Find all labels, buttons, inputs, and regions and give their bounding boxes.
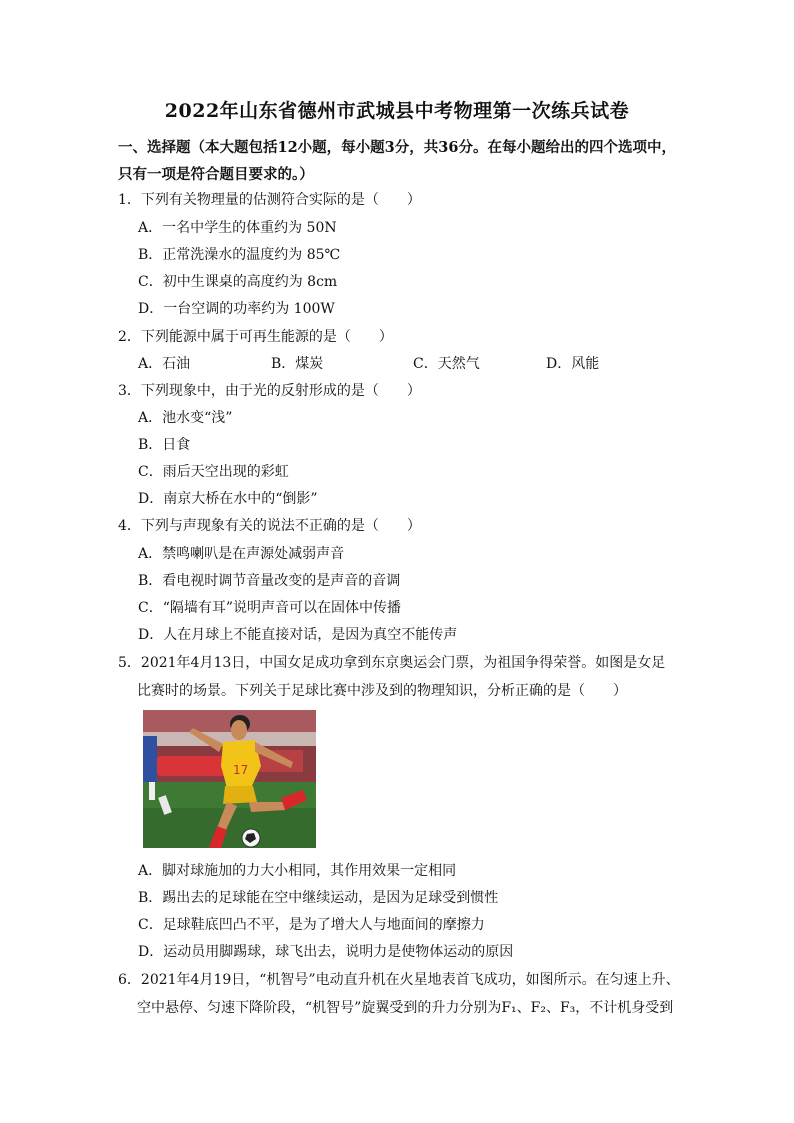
- question-1-stem: 1．下列有关物理量的估测符合实际的是（ ）: [118, 192, 421, 208]
- question-6-stem-continued: 空中悬停、匀速下降阶段，“机智号”旋翼受到的升力分别为F₁、F₂、F₃，不计机身受到: [137, 1000, 674, 1016]
- section-header: [118, 134, 708, 188]
- question-4-option-d: D．人在月球上不能直接对话，是因为真空不能传声: [138, 627, 458, 643]
- question-1-option-d: D．一台空调的功率约为 100W: [138, 301, 335, 317]
- question-1-option-b: B．正常洗澡水的温度约为 85℃: [138, 247, 341, 263]
- question-3-option-d: D．南京大桥在水中的“倒影”: [138, 491, 318, 507]
- question-2-options: [138, 353, 698, 373]
- question-3-option-b: B．日食: [138, 437, 191, 453]
- question-3-option-c: C．雨后天空出现的彩虹: [138, 464, 289, 480]
- question-2-option-c: C．天然气: [413, 356, 480, 372]
- question-2-option-d: D．风能: [546, 356, 600, 372]
- question-1-option-c: C．初中生课桌的高度约为 8cm: [138, 274, 338, 290]
- jersey-number: 17: [233, 763, 249, 777]
- womens-football-photo: [143, 710, 316, 848]
- question-2-stem: 2．下列能源中属于可再生能源的是（ ）: [118, 329, 393, 345]
- question-5-stem-continued: 比赛时的场景。下列关于足球比赛中涉及到的物理知识，分析正确的是（ ）: [137, 683, 627, 699]
- question-4-option-a: A．禁鸣喇叭是在声源处减弱声音: [138, 546, 345, 562]
- section-header-line-2: 只有一项是符合题目要求的。）: [118, 166, 314, 183]
- question-3-stem: 3．下列现象中，由于光的反射形成的是（ ）: [118, 383, 421, 399]
- section-header-line-1: 一、选择题（本大题包括12小题，每小题3分，共36分。在每小题给出的四个选项中，: [118, 139, 676, 156]
- question-5-option-c: C．足球鞋底凹凸不平，是为了增大人与地面间的摩擦力: [138, 917, 485, 933]
- exam-title: 2022年山东省德州市武城县中考物理第一次练兵试卷: [164, 100, 630, 122]
- question-5-option-d: D．运动员用脚踢球，球飞出去，说明力是使物体运动的原因: [138, 944, 514, 960]
- question-2-option-b: B．煤炭: [271, 356, 324, 372]
- question-1-option-a: A．一名中学生的体重约为 50N: [138, 220, 337, 236]
- question-2-option-a: A．石油: [138, 356, 191, 372]
- question-3-option-a: A．池水变“浅”: [138, 410, 233, 426]
- question-5-option-a: A．脚对球施加的力大小相同，其作用效果一定相同: [138, 863, 457, 879]
- question-4-stem: 4．下列与声现象有关的说法不正确的是（ ）: [118, 518, 421, 534]
- question-5-stem: 5．2021年4月13日，中国女足成功拿到东京奥运会门票，为祖国争得荣誉。如图是女足: [118, 655, 666, 671]
- question-4-option-c: C．“隔墙有耳”说明声音可以在固体中传播: [138, 600, 402, 616]
- question-5-option-b: B．踢出去的足球能在空中继续运动，是因为足球受到惯性: [138, 890, 499, 906]
- question-4-option-b: B．看电视时调节音量改变的是声音的音调: [138, 573, 401, 589]
- question-6-stem: 6．2021年4月19日，“机智号”电动直升机在火星地表首飞成功，如图所示。在匀速上升、: [118, 972, 680, 988]
